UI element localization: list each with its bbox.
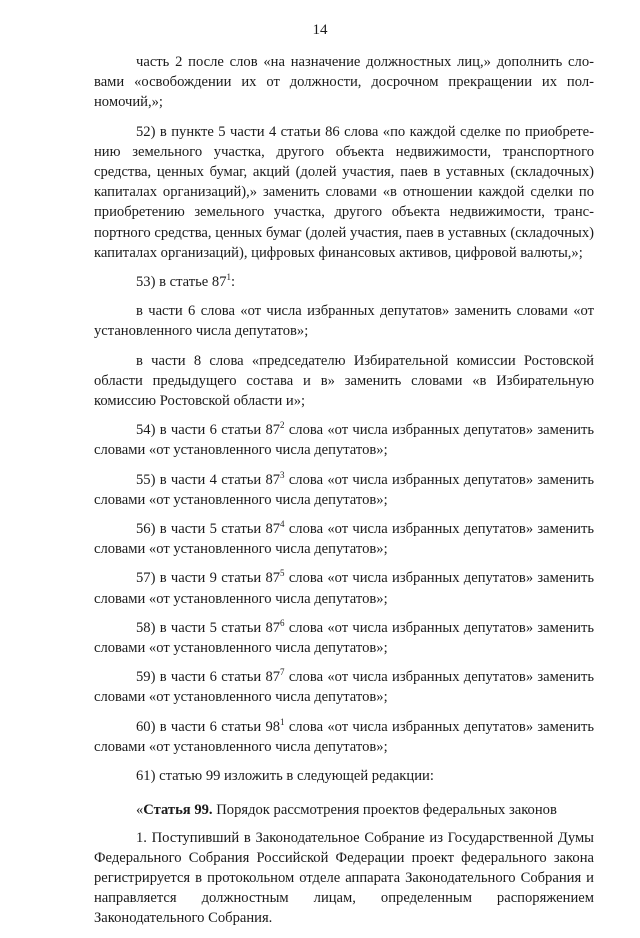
paragraph-item-55: 55) в части 4 статьи $87^3$ слова «от числа избранных депутатов» заменить словами «от установленного числа депутатов»; — [94, 469, 594, 508]
paragraph-item-59: 59) в части 6 статьи $87^7$ слова «от числа избранных депутатов» заменить словами «от установленного числа депутатов»; — [94, 667, 594, 706]
article-99-paragraph-1: 1. Поступивший в Законодательное Собрание из Государственной Думы Федерального Собрания Российской Федерации проект федерального закона регистрируется в протокольном отделе аппарата Законодательного Собрания и направляется должностным лицам, определенным распоряжением Законодательного Собрания. — [94, 829, 594, 927]
paragraph-item-54: 54) в части 6 статьи $87^2$ слова «от числа избранных депутатов» заменить словами «от установленного числа депутатов»; — [94, 420, 594, 459]
paragraph-item-57: 57) в части 9 статьи $87^5$ слова «от числа избранных депутатов» заменить словами «от установленного числа депутатов»; — [94, 568, 594, 607]
article-99-label: Статья 99. — [143, 802, 213, 819]
paragraph-item-52: 52) в пункте 5 части 4 статьи 86 слова «по каждой сделке по приобретению земельного участка, другого объекта недвижимости, транспортного средства, ценных бумаг, акций (долей участия, паев в уставных (складочных) капиталах организаций),» заменить словами «в отношении каждой сделки по приобретению земельного участка, другого объекта недвижимости, транспортного средства, ценных бумаг (долей участия, паев в уставных (складочных) капиталах организаций), цифровых финансовых активов, цифровой валюты,»; — [94, 123, 594, 261]
paragraph-item-56: 56) в части 5 статьи $87^4$ слова «от числа избранных депутатов» заменить словами «от установленного числа депутатов»; — [94, 519, 594, 558]
page-number: 14 — [312, 22, 328, 38]
paragraph-item-58: 58) в части 5 статьи $87^6$ слова «от числа избранных депутатов» заменить словами «от установленного числа депутатов»; — [94, 617, 594, 657]
document-body — [94, 52, 594, 938]
paragraph-item-61: 61) статью 99 изложить в следующей редакции: — [136, 768, 434, 785]
article-99-title: «Статья 99. Порядок рассмотрения проектов федеральных законов — [136, 802, 557, 819]
paragraph-part2-amendment: часть 2 после слов «на назначение должностных лиц,» дополнить словами «освобождении их от должности, досрочном прекращении их полномочий,»; — [94, 54, 594, 111]
paragraph-item-53-part6: в части 6 слова «от числа избранных депутатов» заменить словами «от установленного числа депутатов»; — [94, 303, 594, 340]
paragraph-item-60: 60) в части 6 статьи $98^1$ слова «от числа избранных депутатов» заменить словами «от установленного числа депутатов»; — [94, 716, 594, 755]
paragraph-item-53: 53) в статье $87^1$: — [136, 272, 236, 291]
paragraph-item-53-part8: в части 8 слова «председателю Избирательной комиссии Ростовской области предыдущего состава и в» заменить словами «в Избирательную комиссию Ростовской области и»; — [94, 352, 594, 410]
